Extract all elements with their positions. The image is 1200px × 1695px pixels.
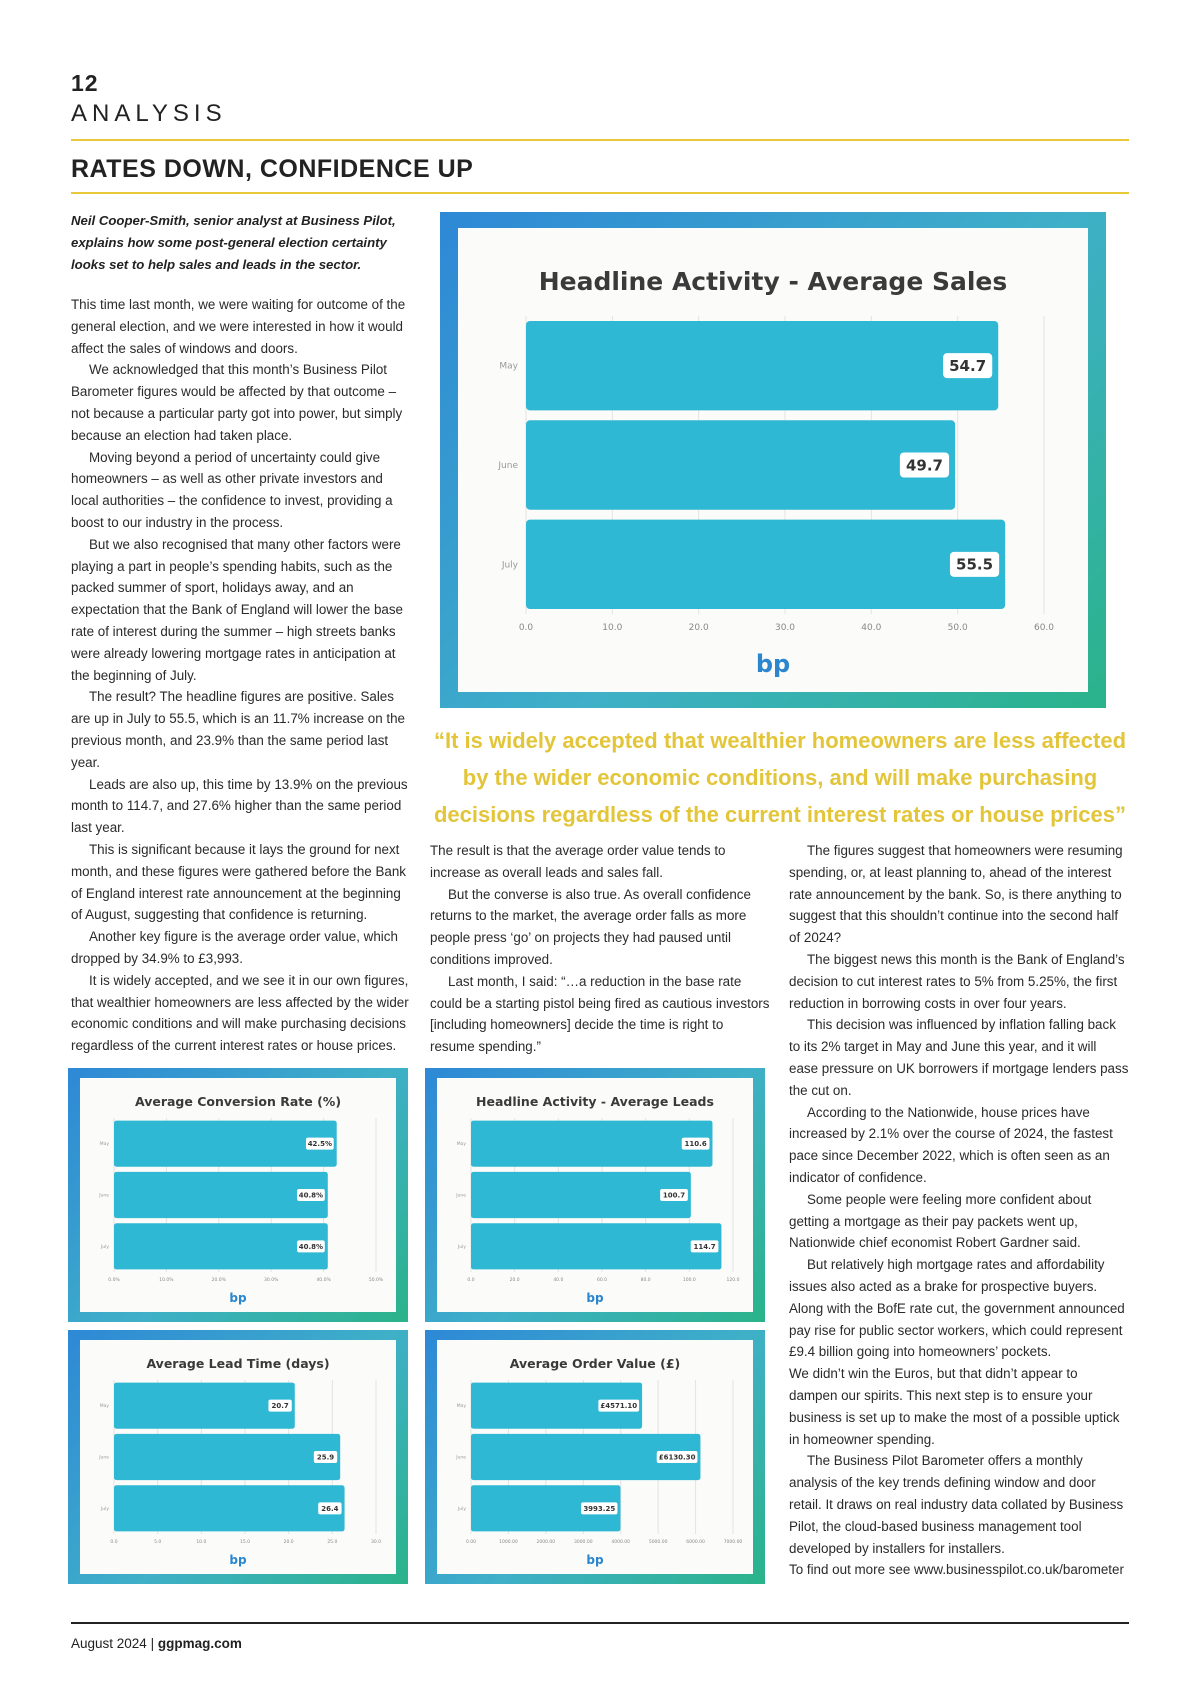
tick-label: 10.0 [196, 1540, 207, 1545]
tick-label: 25.0 [327, 1540, 338, 1545]
footer-date: August 2024 [71, 1636, 147, 1651]
paragraph: The biggest news this month is the Bank of England’s decision to cut interest rates to 5% from 5.25%, the first reduction in borrowing costs in over four years. [789, 951, 1125, 1011]
bar [114, 1223, 328, 1269]
paragraph: The figures suggest that homeowners were resuming spending, or, at least planning to, ahead of the interest rate announcement by the bank. So, is there anything to suggest that this shouldn’t continue into the second half of 2024? [789, 843, 1123, 946]
paragraph: Some people were feeling more confident about getting a mortgage as their pay packets went up, Nationwide chief economist Robert Gardner said. [789, 1191, 1092, 1251]
category-label: May [456, 1142, 466, 1148]
chart-average-leads [425, 1068, 765, 1322]
article-standfirst: Neil Cooper-Smith, senior analyst at Business Pilot, explains how some post-general election certainty looks set to help sales and leads in the sector. [71, 213, 396, 272]
page-footer [71, 1636, 242, 1651]
paragraph: Last month, I said: “…a reduction in the base rate could be a starting pistol being fired as cautious investors [including homeowners] decide the time is right to resume spending.” [430, 973, 770, 1055]
bp-logo: bp [586, 1291, 604, 1305]
category-label: June [456, 1193, 466, 1199]
tick-label: 0.0 [518, 623, 534, 633]
tick-label: 50.0 [947, 623, 968, 633]
bar [114, 1485, 345, 1531]
tick-label: 100.0 [682, 1278, 696, 1283]
footer-divider [71, 1622, 1129, 1624]
tick-label: 0.00 [465, 1540, 477, 1545]
category-label: May [456, 1404, 466, 1410]
paragraph: The Business Pilot Barometer offers a monthly analysis of the key trends defining window and door retail. It draws on real industry data collated by Business Pilot, the cloud-based business management tool developed by installers for installers. [789, 1453, 1124, 1556]
bar [114, 1434, 340, 1480]
chart-svg [437, 1340, 753, 1574]
footer-separator: | [150, 1636, 155, 1651]
paragraph: This decision was influenced by inflation falling back to its 2% target in May and June this year, and it will ease pressure on UK borrowers if mortgage lenders pass the cut on. [789, 1017, 1129, 1098]
tick-label: 30.0% [264, 1278, 279, 1283]
article-column-2 [430, 840, 770, 1058]
tick-label: 120.0 [726, 1278, 740, 1283]
bp-logo: bp [229, 1553, 247, 1567]
tick-label: 10.0 [602, 623, 623, 633]
value-label: 26.4 [321, 1504, 339, 1513]
tick-label: 1000.00 [499, 1540, 518, 1545]
tick-label: 40.0 [861, 623, 882, 633]
category-label: June [456, 1455, 466, 1461]
bar [526, 520, 1005, 609]
paragraph: Leads are also up, this time by 13.9% on the previous month to 114.7, and 27.6% higher than the same period last year. [71, 776, 408, 836]
category-label: May [499, 361, 518, 372]
tick-label: 4000.00 [611, 1540, 631, 1545]
value-label: 42.5% [307, 1140, 332, 1149]
category-label: June [99, 1455, 109, 1461]
chart-svg [80, 1340, 396, 1574]
value-label: 40.8% [298, 1242, 324, 1251]
category-label: May [99, 1142, 109, 1148]
value-label: 20.7 [271, 1402, 289, 1411]
tick-label: 40.0% [316, 1278, 331, 1283]
value-label: 49.7 [905, 456, 943, 475]
tick-label: 60.0 [596, 1278, 608, 1283]
value-label: 100.7 [662, 1191, 686, 1200]
tick-label: 7000.00 [723, 1540, 743, 1545]
paragraph: The result? The headline figures are positive. Sales are up in July to 55.5, which is an 11.7% increase on the previous month, and 23.9% than the same period last year. [71, 689, 405, 770]
chart-lead-time [68, 1330, 408, 1584]
tick-label: 0.0% [108, 1278, 120, 1283]
bar [526, 420, 955, 509]
value-label: 40.8% [298, 1191, 324, 1200]
bp-logo: bp [586, 1553, 604, 1567]
article-column-3 [789, 840, 1129, 1581]
footer-site: ggpmag.com [157, 1636, 242, 1651]
paragraph: This time last month, we were waiting for outcome of the general election, and we were interested in how it would affect the sales of windows and doors. [71, 297, 406, 356]
paragraph: According to the Nationwide, house prices have increased by 2.1% over the course of 2024, the fastest pace since December 2022, which is often seen as an indicator of confidence. [789, 1104, 1113, 1185]
value-label: 3993.25 [583, 1504, 616, 1513]
value-label: 55.5 [956, 555, 994, 574]
tick-label: 40.0 [553, 1278, 564, 1283]
category-label: July [457, 1506, 466, 1512]
tick-label: 60.0 [1033, 623, 1055, 633]
chart-svg [80, 1078, 396, 1312]
chart-title: Average Conversion Rate (%) [134, 1094, 342, 1109]
category-label: June [99, 1193, 109, 1199]
paragraph: We acknowledged that this month’s Business Pilot Barometer figures would be affected by that outcome – not because a particular party got into power, but simply because an election had taken place. [71, 362, 403, 443]
paragraph: To find out more see www.businesspilot.co.uk/barometer [789, 1562, 1124, 1578]
chart-average-sales [440, 212, 1106, 708]
article-headline: RATES DOWN, CONFIDENCE UP [71, 155, 474, 183]
chart-svg [437, 1078, 753, 1312]
chart-conversion-rate [68, 1068, 408, 1322]
paragraph: The result is that the average order value tends to increase as overall leads and sales fall. [430, 843, 726, 880]
header-divider [71, 139, 1129, 141]
chart-order-value [425, 1330, 765, 1584]
page-number: 12 [71, 70, 99, 96]
tick-label: 30.0 [774, 623, 796, 633]
bar [471, 1223, 721, 1269]
tick-label: 0.0 [110, 1540, 118, 1545]
tick-label: 3000.00 [573, 1540, 593, 1545]
paragraph: It is widely accepted, and we see it in our own figures, that wealthier homeowners are less affected by the wider economic conditions and will make purchasing decisions regardless of the current interest rates or house prices. [71, 972, 409, 1054]
category-label: July [100, 1244, 109, 1250]
tick-label: 15.0 [239, 1540, 251, 1545]
paragraph: But the converse is also true. As overall confidence returns to the market, the average order falls as more people press ‘go’ on projects they had paused until conditions improved. [430, 886, 751, 967]
value-label: 114.7 [693, 1242, 716, 1251]
paragraph: This is significant because it lays the ground for next month, and these figures were gathered before the Bank of England interest rate announcement at the beginning of August, suggesting that confidence is returning. [71, 841, 406, 923]
value-label: 25.9 [316, 1453, 335, 1462]
tick-label: 10.0% [159, 1278, 174, 1283]
value-label: 110.6 [684, 1140, 707, 1149]
bar [471, 1121, 712, 1167]
tick-label: 20.0% [211, 1278, 226, 1283]
tick-label: 5000.00 [648, 1540, 668, 1545]
paragraph: But relatively high mortgage rates and affordability issues also acted as a brake for prospective buyers. Along with the BofE rate cut, the government announced pay rise for public sector workers, which could represent £9.4 billion going into homeowners’ pockets. [789, 1257, 1125, 1360]
category-label: June [498, 461, 518, 471]
category-label: July [100, 1506, 109, 1512]
paragraph: Another key figure is the average order value, which dropped by 34.9% to £3,993. [71, 929, 398, 966]
tick-label: 6000.00 [686, 1540, 705, 1545]
tick-label: 50.0% [368, 1278, 384, 1283]
category-label: July [501, 560, 518, 571]
bar [114, 1121, 337, 1167]
bar [114, 1383, 295, 1429]
bp-logo: bp [229, 1291, 247, 1305]
chart-title: Headline Activity - Average Leads [476, 1094, 714, 1109]
chart-svg [458, 228, 1088, 692]
tick-label: 0.0 [467, 1278, 475, 1283]
headline-divider [71, 192, 1129, 194]
bp-logo: bp [755, 650, 791, 678]
tick-label: 5.0 [154, 1540, 162, 1545]
tick-label: 2000.00 [536, 1540, 556, 1545]
value-label: £4571.10 [600, 1402, 638, 1411]
value-label: 54.7 [949, 357, 987, 376]
bar [471, 1172, 691, 1218]
paragraph: Moving beyond a period of uncertainty could give homeowners – as well as other private investors and local authorities – the confidence to invest, providing a boost to our industry in the process. [71, 449, 393, 530]
tick-label: 80.0 [640, 1278, 651, 1283]
paragraph: We didn’t win the Euros, but that didn’t appear to dampen our spirits. This next step is to ensure your business is set up to make the most of a possible uptick in homeowner spending. [789, 1366, 1120, 1447]
chart-title: Headline Activity - Average Sales [538, 267, 1008, 296]
section-label: ANALYSIS [71, 100, 227, 127]
article-column-1 [71, 294, 411, 1057]
value-label: £6130.30 [658, 1453, 696, 1462]
pull-quote: “It is widely accepted that wealthier homeowners are less affected by the wider economic conditions, and will make purchasing decisions regardless of the current interest rates or house prices” [433, 728, 1127, 827]
chart-title: Average Order Value (£) [509, 1356, 681, 1371]
paragraph: But we also recognised that many other factors were playing a part in people’s spending habits, such as the packed summer of sport, holidays away, and an expectation that the Bank of England will lower the base rate of interest during the summer – high streets banks were already lowering mortgage rates in anticipation at the beginning of July. [71, 536, 404, 683]
tick-label: 30.0 [370, 1540, 382, 1545]
tick-label: 20.0 [509, 1278, 520, 1283]
category-label: July [457, 1244, 466, 1250]
tick-label: 20.0 [688, 623, 709, 633]
chart-title: Average Lead Time (days) [146, 1356, 330, 1371]
tick-label: 20.0 [283, 1540, 294, 1545]
bar [114, 1172, 328, 1218]
category-label: May [99, 1404, 109, 1410]
bar [526, 321, 998, 410]
